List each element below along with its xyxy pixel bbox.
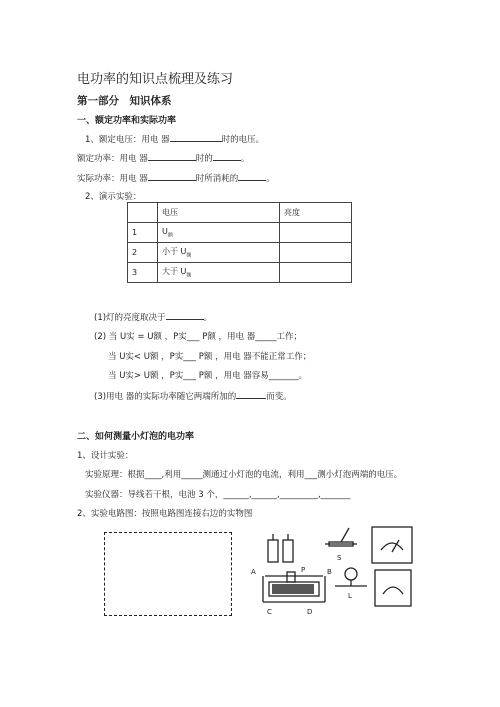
voltage-text: U (162, 226, 168, 236)
line-actual-power (77, 171, 275, 184)
table-header-row (128, 203, 352, 223)
part-heading: 第一部分 知识体系 (77, 95, 172, 107)
apparatus-illustration (245, 520, 420, 620)
question-2a: (2) 当 U实 = U额 ，P实___ P额 ，用电 器_____工作； (94, 332, 302, 342)
principle-line: 实验原理：根据____,利用_____测通过小灯泡的电流，利用___测小灯泡两端的电压。 (85, 470, 403, 480)
text: 。 (203, 313, 213, 323)
switch-icon (325, 528, 357, 546)
table-cell (280, 223, 352, 243)
label-p: P (301, 566, 306, 574)
page-title: 电功率的知识点梳理及练习 (77, 72, 234, 87)
text: (1)灯的亮度取决于 (94, 313, 166, 323)
voltage-text: 大于 U (162, 267, 187, 277)
text: 实际功率：用电 器 (77, 174, 148, 184)
table-cell (158, 243, 280, 263)
subscript: 额 (186, 272, 192, 279)
table-cell: 1 (128, 223, 158, 243)
voltmeter-icon (375, 570, 411, 606)
voltage-text: 小于 U (162, 247, 187, 257)
line-rated-power (77, 151, 249, 164)
blank (166, 310, 204, 320)
table-row (128, 223, 352, 243)
instruments-line: 实验仪器：导线若干根，电池 3 个，______,______,_________,_______ (85, 490, 351, 500)
table-row (128, 243, 352, 263)
blank (236, 389, 266, 399)
subscript: 额 (186, 252, 192, 259)
design-line: 1、设计实验： (77, 451, 134, 461)
label-a: A (251, 568, 256, 576)
line-rated-voltage (85, 132, 264, 145)
text: 时所消耗的 (195, 174, 239, 184)
blank (148, 171, 196, 181)
coil-fill (272, 584, 314, 594)
label-c: C (267, 608, 272, 616)
question-3 (94, 389, 292, 402)
text: 1、额定电压：用电 器 (85, 135, 170, 145)
text: 而变。 (266, 392, 292, 402)
table-cell: 亮度 (280, 203, 352, 223)
ammeter-icon (372, 527, 412, 563)
label-l: L (348, 592, 352, 600)
circuit-line: 2、实验电路图：按照电路图连接右边的实物图 (77, 509, 253, 519)
blank (170, 132, 222, 142)
line-demo: 2、演示实验： (85, 192, 142, 202)
label-s: S (337, 554, 342, 562)
text: 。 (240, 154, 250, 164)
blank (238, 171, 266, 181)
table-row (128, 263, 352, 283)
section-heading-1: 一、额定功率和实际功率 (77, 116, 177, 126)
text: 时的电压。 (221, 135, 265, 145)
table-cell (158, 263, 280, 283)
blank (148, 151, 196, 161)
label-d: D (307, 608, 313, 616)
table-cell: 3 (128, 263, 158, 283)
question-2c: 当 U实> U额 ，P实___ P额 ，用电 器容易_______。 (108, 371, 308, 381)
question-2b: 当 U实< U额 ，P实___ P额 ，用电 器不能正常工作； (108, 352, 312, 362)
table-cell (158, 223, 280, 243)
table-cell: 2 (128, 243, 158, 263)
table-cell: 电压 (158, 203, 280, 223)
text: 。 (266, 174, 275, 184)
battery-icon (268, 534, 293, 562)
table-cell (280, 243, 352, 263)
table-cell (128, 203, 158, 223)
subscript: 额 (167, 232, 173, 239)
blank (213, 151, 241, 161)
table-cell (280, 263, 352, 283)
text: 额定功率：用电 器 (77, 154, 148, 164)
experiment-table (127, 202, 352, 283)
lamp-icon (335, 568, 367, 586)
circuit-diagram-box (104, 532, 232, 616)
text: 时的 (195, 154, 213, 164)
text: (3)用电 器的实际功率随它两端所加的 (94, 392, 237, 402)
label-b: B (327, 568, 332, 576)
section-heading-2: 二、如何测量小灯泡的电功率 (77, 432, 195, 442)
question-1 (94, 310, 212, 323)
